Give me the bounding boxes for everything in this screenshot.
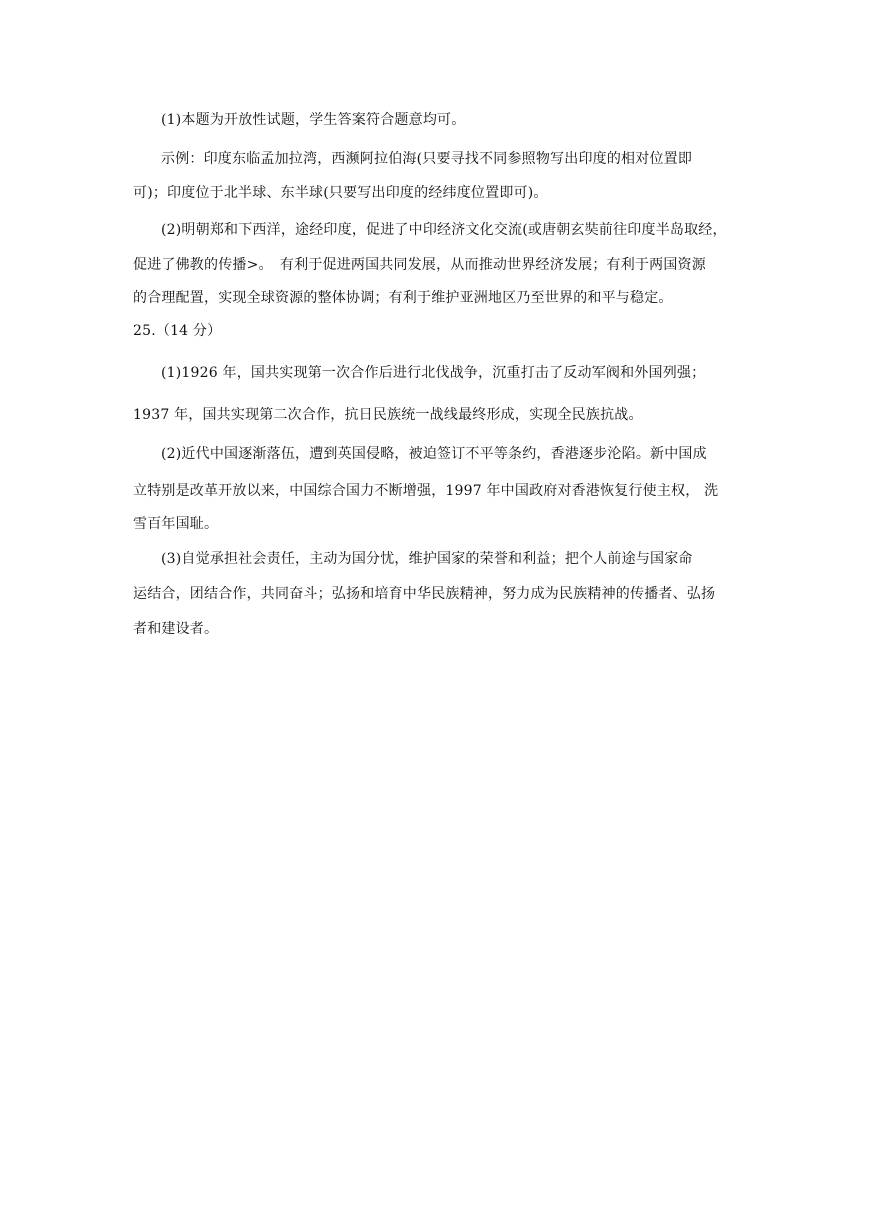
answer-25-part2-line1: (2)近代中国逐渐落伍，遭到英国侵略，被迫签订不平等条约，香港逐步沦陷。新中国成 bbox=[161, 446, 707, 462]
answer-24-example-line1: 示例：印度东临孟加拉湾，西濒阿拉伯海(只要寻找不同参照物写出印度的相对位置即 bbox=[161, 151, 693, 167]
answer-24-part2-line1: (2)明朝郑和下西洋，途经印度，促进了中印经济文化交流(或唐朝玄奘前往印度半岛取经， bbox=[161, 222, 727, 238]
answer-24-example-line2: 可)；印度位于北半球、东半球(只要写出印度的经纬度位置即可)。 bbox=[133, 185, 548, 201]
answer-25-part2-line3: 雪百年国耻。 bbox=[133, 516, 219, 532]
answer-25-part3-line2: 运结合，团结合作，共同奋斗；弘扬和培育中华民族精神，努力成为民族精神的传播者、弘扬 bbox=[133, 586, 716, 602]
answer-25-part2-line2: 立特别是改革开放以来，中国综合国力不断增强，1997 年中国政府对香港恢复行使主权， 洗 bbox=[133, 483, 719, 499]
answer-25-heading: 25.（14 分） bbox=[133, 323, 222, 339]
answer-25-part1-line1: (1)1926 年，国共实现第一次合作后进行北伐战争，沉重打击了反动军阀和外国列强； bbox=[161, 365, 706, 381]
answer-24-part1-line1: (1)本题为开放性试题，学生答案符合题意均可。 bbox=[161, 112, 466, 128]
answer-25-part1-line2: 1937 年，国共实现第二次合作，抗日民族统一战线最终形成，实现全民族抗战。 bbox=[133, 407, 643, 423]
answer-25-part3-line1: (3)自觉承担社会责任，主动为国分忧，维护国家的荣誉和利益；把个人前途与国家命 bbox=[161, 551, 693, 567]
answer-24-part2-line3: 的合理配置，实现全球资源的整体协调；有利于维护亚洲地区乃至世界的和平与稳定。 bbox=[133, 290, 673, 306]
answer-24-part2-line2: 促进了佛教的传播>。 有利于促进两国共同发展，从而推动世界经济发展；有利于两国资源 bbox=[133, 257, 706, 273]
answer-25-part3-line3: 者和建设者。 bbox=[133, 621, 219, 637]
